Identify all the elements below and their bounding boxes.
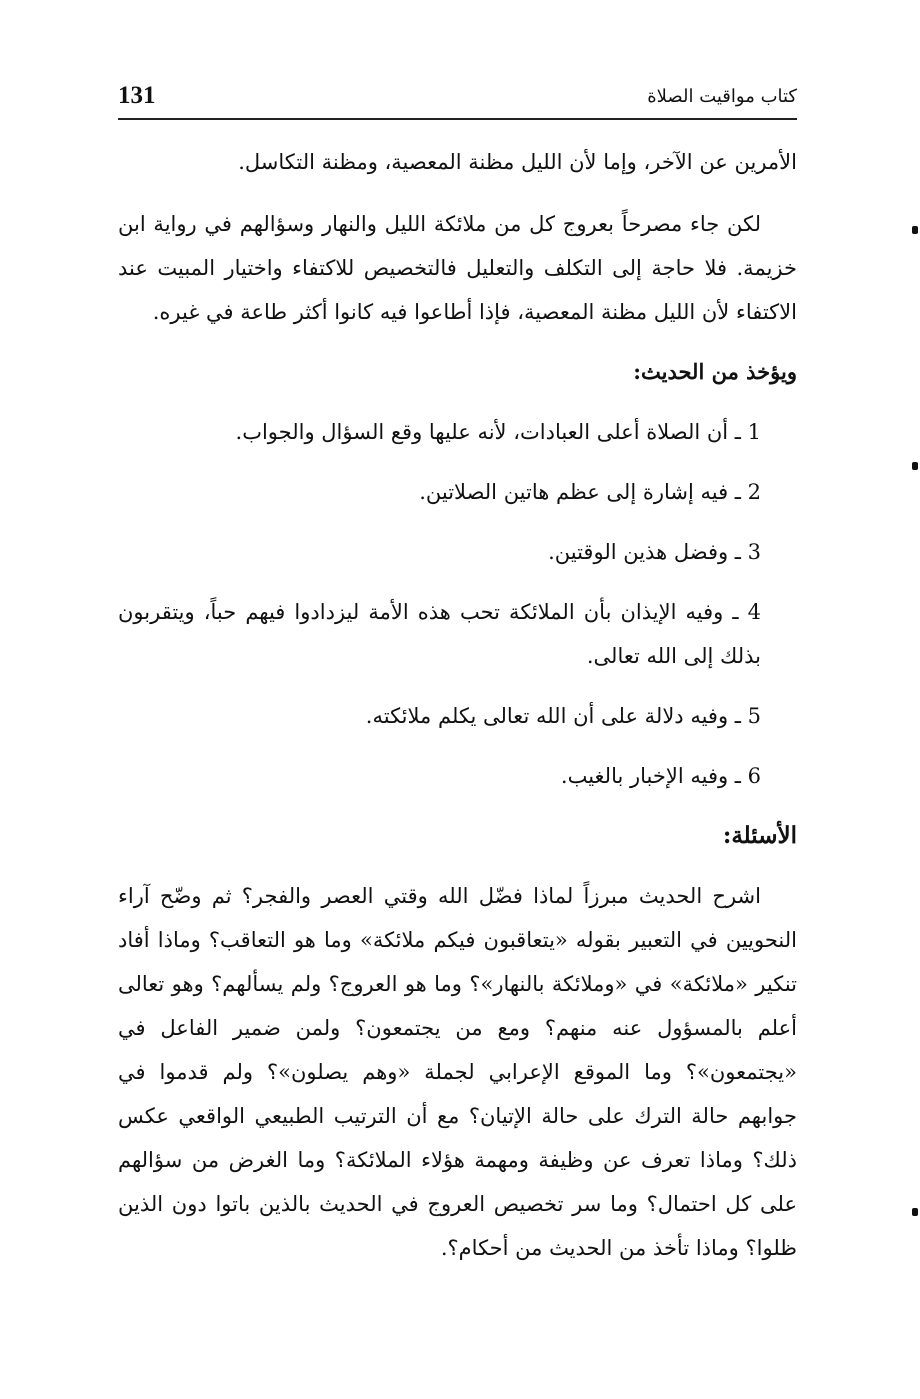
benefit-item: 6 ـ وفيه الإخبار بالغيب.	[560, 764, 761, 788]
page-header	[118, 82, 797, 120]
page-body	[118, 140, 797, 1286]
continuation-paragraph: الأمرين عن الآخر، وإما لأن الليل مظنة المعصية، ومظنة التكاسل.	[238, 150, 797, 174]
benefit-item: 5 ـ وفيه دلالة على أن الله تعالى يكلم ملائكته.	[365, 704, 761, 728]
questions-heading: الأسئلة:	[722, 822, 797, 849]
benefit-item: 1 ـ أن الصلاة أعلى العبادات، لأنه عليها وقع السؤال والجواب.	[235, 420, 761, 444]
page-number: 131	[118, 82, 156, 109]
benefit-item: 3 ـ وفضل هذين الوقتين.	[548, 540, 761, 564]
benefit-item: 2 ـ فيه إشارة إلى عظم هاتين الصلاتين.	[419, 480, 761, 504]
main-paragraph: لكن جاء مصرحاً بعروج كل من ملائكة الليل والنهار وسؤالهم في رواية ابن خزيمة. فلا حاجة إلى التكلف والتعليل فالتخصيص للاكتفاء واختيار المبيت عند الاكتفاء لأن الليل مظنة المعصية، فإذا أطاعوا فيه كانوا أكثر طاعة في غيره.	[118, 212, 797, 324]
questions-paragraph: اشرح الحديث مبرزاً لماذا فضّل الله وقتي العصر والفجر؟ ثم وضّح آراء النحويين في التعبير بقوله «يتعاقبون فيكم ملائكة» وما هو التعاقب؟ وماذا أفاد تنكير «ملائكة» في «وملائكة بالنهار»؟ وما هو العروج؟ ولم يسألهم؟ وهو تعالى أعلم بالمسؤول عنه منهم؟ ومع من يجتمعون؟ ولمن ضمير الفاعل في «يجتمعون»؟ وما الموقع الإعرابي لجملة «وهم يصلون»؟ ولم قدموا في جوابهم حالة الترك على حالة الإتيان؟ مع أن الترتيب الطبيعي الواقعي عكس ذلك؟ وماذا تعرف عن وظيفة ومهمة هؤلاء الملائكة؟ وما الغرض من سؤالهم على كل احتمال؟ وما سر تخصيص العروج في الحديث بالذين باتوا دون الذين ظلوا؟ وماذا تأخذ من الحديث من أحكام؟.	[118, 884, 797, 1260]
scan-mark	[912, 462, 918, 470]
benefit-item: 4 ـ وفيه الإيذان بأن الملائكة تحب هذه الأمة ليزدادوا فيهم حباً، ويتقربون بذلك إلى الله تعالى.	[118, 600, 761, 668]
benefits-subheading: ويؤخذ من الحديث:	[633, 359, 797, 384]
scan-mark	[912, 226, 918, 234]
scan-mark	[912, 1208, 918, 1216]
running-title: كتاب مواقيت الصلاة	[647, 86, 797, 107]
